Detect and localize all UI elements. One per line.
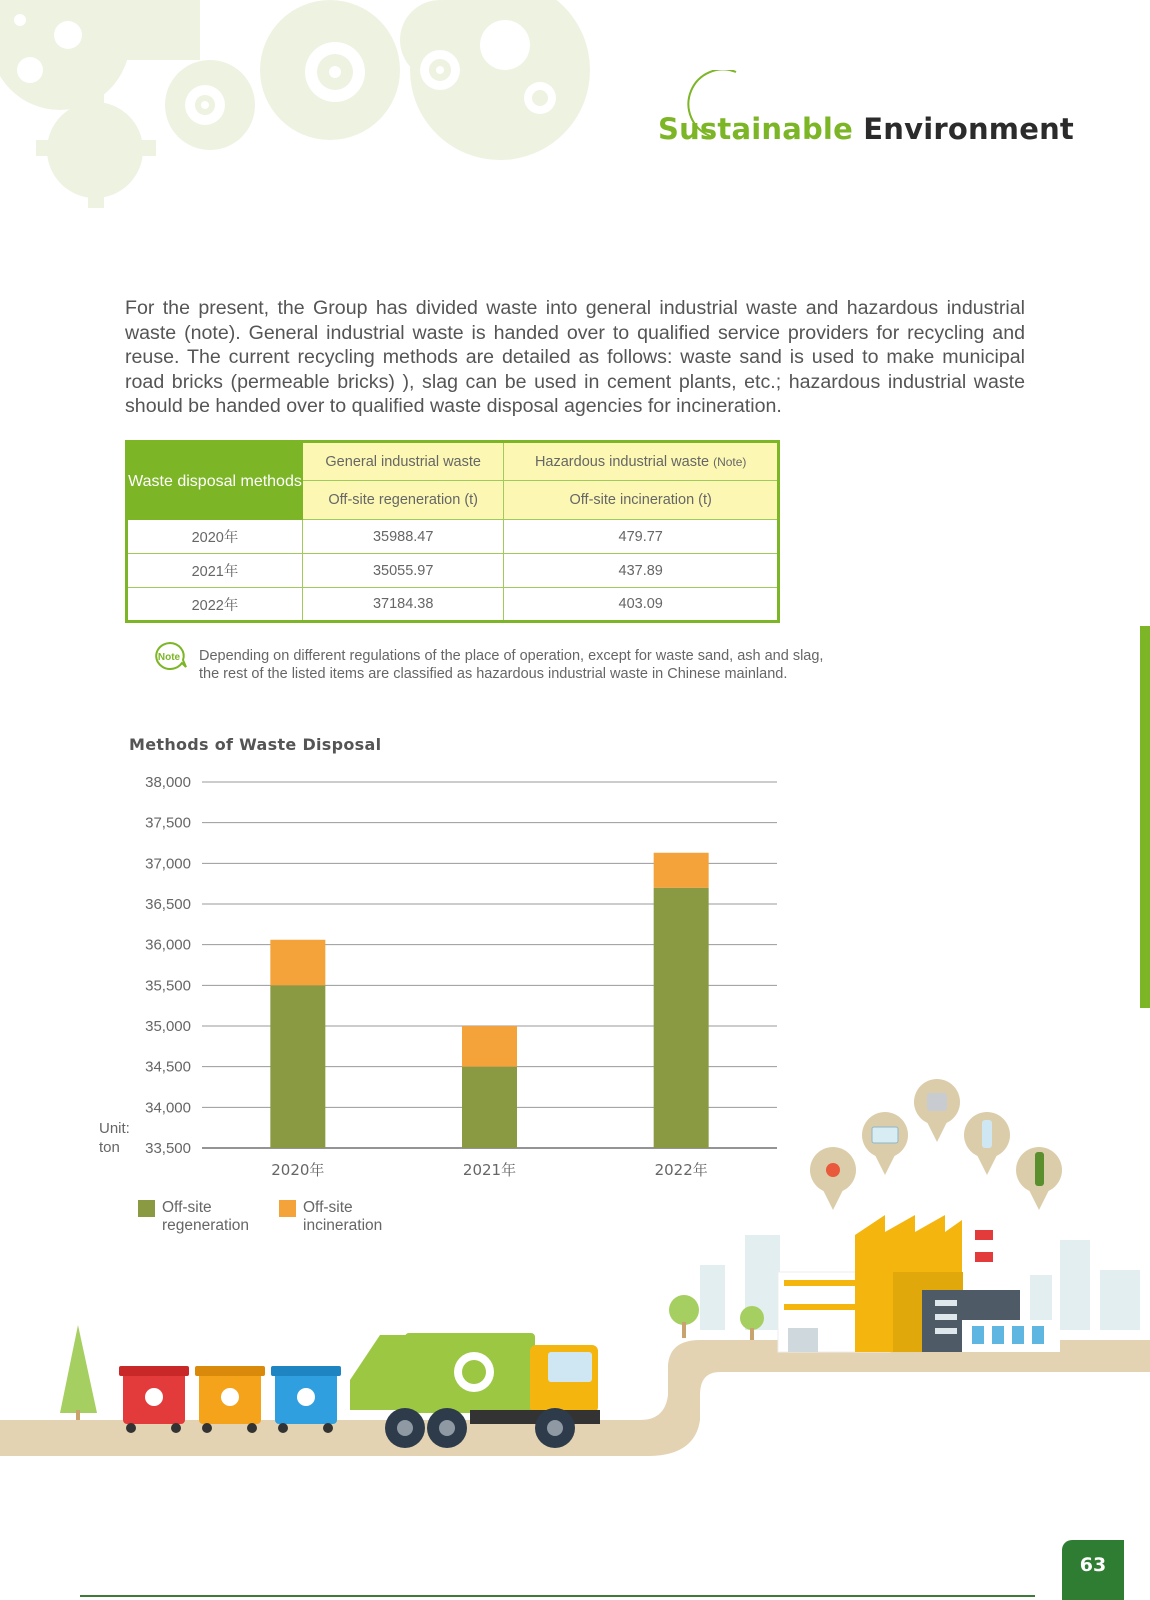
table-cell-regeneration: 35988.47: [303, 520, 504, 554]
table-col2-group-label: Hazardous industrial waste: [534, 453, 710, 470]
footer-line: [80, 1595, 1035, 1597]
legend-label-line1: Off-site: [162, 1199, 212, 1216]
y-tick-label: 38,000: [145, 774, 191, 791]
table-row: [127, 554, 779, 588]
table-corner-header: Waste disposal methods: [127, 442, 303, 520]
note-line-2: the rest of the listed items are classified as hazardous industrial waste in Chinese mainland.: [199, 666, 788, 682]
page-number: 63: [1062, 1540, 1124, 1600]
chart-title: Methods of Waste Disposal: [129, 735, 382, 754]
table-col2-note-ref: (Note): [713, 454, 747, 469]
table-col2-group-header: [504, 442, 779, 481]
note-line-1: Depending on different regulations of the place of operation, except for waste sand, ash and slag,: [199, 648, 824, 664]
table-cell-regeneration: 35055.97: [303, 554, 504, 588]
section-title: [658, 112, 1074, 146]
intro-paragraph: For the present, the Group has divided waste into general industrial waste and hazardous industrial waste (note). General industrial waste is handed over to qualified service providers for recycling and reuse. The current recycling methods are detailed as follows: waste sand is used to make municipal road bricks (permeable bricks) ), slag can be used in cement plants, etc.; hazardous industrial waste should be handed over to qualified waste disposal agencies for incineration.: [125, 297, 1025, 417]
y-tick-label: 34,500: [145, 1058, 191, 1076]
y-tick-label: 36,500: [145, 896, 191, 913]
x-tick-label: 2021年: [462, 1161, 517, 1179]
waste-disposal-table: [125, 440, 780, 623]
table-cell-year: 2020年: [127, 520, 303, 554]
y-tick-label: 34,000: [145, 1099, 191, 1117]
table-cell-regeneration: 37184.38: [303, 588, 504, 622]
recycling-illustration-icon: [0, 1060, 1150, 1470]
note-text: [199, 647, 823, 683]
legend-label-line1: Off-site: [303, 1199, 353, 1216]
y-tick-label: 37,500: [145, 814, 191, 832]
x-tick-label: 2022年: [654, 1161, 708, 1179]
legend-label-line2: regeneration: [162, 1217, 250, 1234]
table-cell-incineration: 437.89: [504, 554, 779, 588]
table-col2-sub-header: Off-site incineration (t): [504, 481, 779, 520]
gear-decoration-icon: [0, 0, 640, 210]
unit-label-line1: Unit:: [99, 1120, 130, 1137]
section-title-part2: Environment: [863, 112, 1074, 146]
table-row: [127, 588, 779, 622]
note-badge-label: Note: [157, 652, 181, 663]
table-row: [127, 520, 779, 554]
table-col1-group-header: General industrial waste: [303, 442, 504, 481]
table-cell-year: 2021年: [127, 554, 303, 588]
y-tick-label: 37,000: [145, 855, 191, 873]
note-badge-icon: [153, 641, 187, 671]
bar-incineration: [270, 940, 325, 986]
side-accent-bar: [1140, 626, 1150, 1008]
section-title-part1: Sustainable: [657, 112, 853, 146]
y-tick-label: 36,000: [145, 936, 191, 954]
legend-label-line2: incineration: [303, 1217, 383, 1234]
y-tick-label: 35,000: [145, 1018, 191, 1035]
table-col1-sub-header: Off-site regeneration (t): [303, 481, 504, 520]
y-tick-label: 33,500: [145, 1140, 191, 1157]
table-cell-year: 2022年: [127, 588, 303, 622]
table-cell-incineration: 403.09: [504, 588, 779, 622]
table-cell-incineration: 479.77: [504, 520, 779, 554]
bar-incineration: [654, 853, 709, 888]
unit-label-line2: ton: [99, 1139, 120, 1156]
y-tick-label: 35,500: [145, 977, 191, 995]
x-tick-label: 2020年: [271, 1161, 325, 1179]
